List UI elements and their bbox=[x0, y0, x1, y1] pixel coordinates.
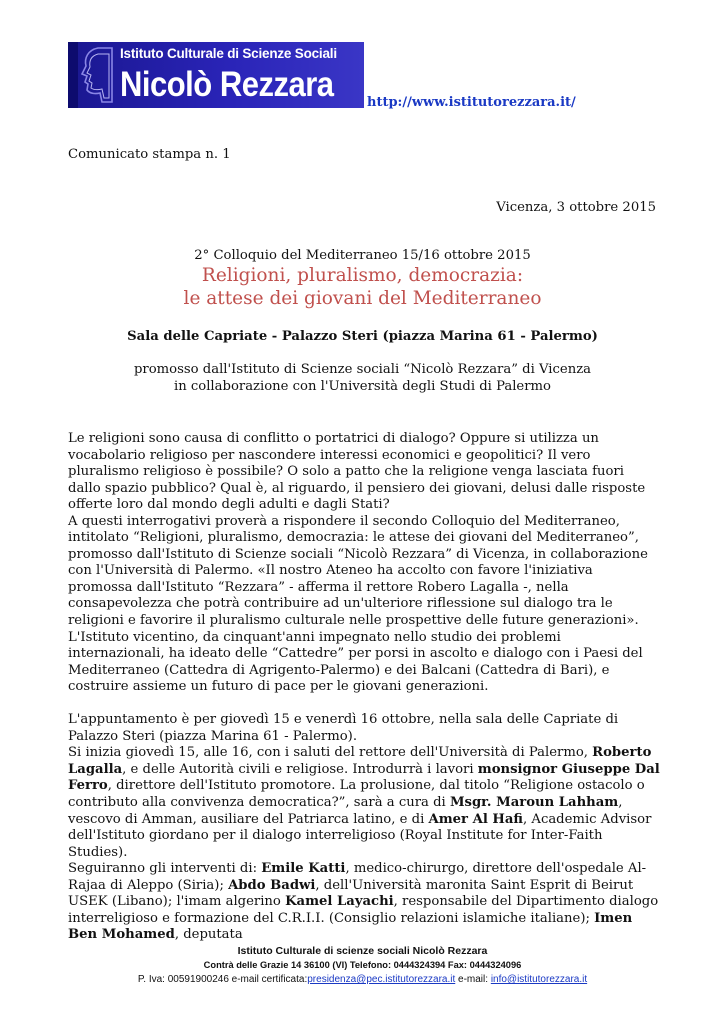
speaker-badwi: Abdo Badwi bbox=[228, 877, 316, 893]
pec-email-link[interactable]: presidenza@pec.istitutorezzara.it bbox=[307, 974, 456, 985]
footer-address: Contrà delle Grazie 14 36100 (VI) Telefono: 0444324394 Fax: 0444324096 bbox=[203, 960, 522, 970]
speaker-lahham: Msgr. Maroun Lahham bbox=[449, 794, 619, 810]
press-release-number: Comunicato stampa n. 1 bbox=[68, 147, 231, 162]
paragraph-schedule: L'appuntamento è per giovedì 15 e venerdì 16 ottobre, nella sala delle Capriate di Palazzo Steri (piazza Marina 61 - Palermo). bbox=[68, 712, 619, 744]
press-release-body bbox=[68, 431, 660, 944]
event-venue: Sala delle Capriate - Palazzo Steri (piazza Marina 61 - Palermo) bbox=[127, 329, 598, 344]
title-line-2: le attese dei giovani del Mediterraneo bbox=[183, 288, 542, 309]
info-email-link[interactable]: info@istitutorezzara.it bbox=[490, 974, 588, 985]
speaker-katti: Emile Katti bbox=[261, 861, 346, 877]
speaker-dal-ferro: monsignor Giuseppe Dal Ferro bbox=[68, 761, 660, 794]
speaker-al-hafi: Amer Al Hafi bbox=[428, 811, 524, 827]
promoted-by-line-2: in collaborazione con l'Università degli Studi di Palermo bbox=[173, 379, 551, 394]
speaker-ben-mohamed: Imen Ben Mohamed bbox=[68, 910, 633, 943]
institute-logo bbox=[68, 42, 364, 108]
paragraph-colloquium: A questi interrogativi proverà a rispondere il secondo Colloquio del Mediterraneo, intitolato “Religioni, pluralismo, democrazia: le attese dei giovani del Mediterraneo”, promosso dall'Istituto di Scienze sociali “Nicolò Rezzara” di Vicenza, in collaborazione con l'Università di Palermo. «Il nostro Ateneo ha accolto con favore l'iniziativa promossa dall'Istituto “Rezzara” - afferma il rettore Robero Lagalla -, nella consapevolezza che potrà contribuire ad un'ulteriore riflessione sul dialogo tra le religioni e favorire il pluralismo culturale nelle prospettive delle future generazioni». bbox=[68, 513, 648, 629]
face-profile-icon bbox=[76, 46, 116, 104]
promoted-by-line-1: promosso dall'Istituto di Scienze sociali “Nicolò Rezzara” di Vicenza bbox=[133, 362, 592, 377]
logo-line-1: Istituto Culturale di Scienze Sociali bbox=[120, 46, 337, 61]
footer-institute-name: Istituto Culturale di scienze sociali Nicolò Rezzara bbox=[237, 945, 488, 957]
paragraph-intro: Le religioni sono causa di conflitto o portatrici di dialogo? Oppure si utilizza un vocabolario religioso per nascondere interessi economici e geopolitici? Il vero pluralismo religioso è possibile? O solo a patto che la religione venga lasciata fuori dallo spazio pubblico? Qual è, al riguardo, il pensiero dei giovani, delusi dalle risposte offerte loro dal mondo degli adulti e dagli Stati? bbox=[68, 431, 646, 513]
paragraph-speakers: Seguiranno gli interventi di: Emile Katti, medico-chirurgo, direttore dell'ospedale Al-Rajaa di Aleppo (Siria); Abdo Badwi, dell'Università maronita Saint Esprit di Beirut USEK (Libano); l'imam algerino Kamel Layachi, responsabile del Dipartimento dialogo interreligioso e formazione del C.R.I.I. (Consiglio relazioni islamiche italiane); Imen Ben Mohamed, deputata bbox=[68, 861, 659, 943]
document-date: Vicenza, 3 ottobre 2015 bbox=[496, 200, 656, 215]
speaker-layachi: Kamel Layachi bbox=[285, 894, 394, 910]
logo-line-2: Nicolò Rezzara bbox=[120, 64, 334, 105]
footer-contacts: P. Iva: 00591900246 e-mail certificata:presidenza@pec.istitutorezzara.it e-mail: info@istitutorezzara.it bbox=[137, 974, 588, 985]
paragraph-institute: L'Istituto vicentino, da cinquant'anni impegnato nello studio dei problemi internazionali, ha ideato delle “Cattedre” per porsi in ascolto e dialogo con i Paesi del Mediterraneo (Cattedra di Agrigento-Palermo) e dei Balcani (Cattedra di Bari), e costruire assieme un futuro di pace per le giovani generazioni. bbox=[68, 629, 643, 695]
speaker-lagalla: Roberto Lagalla bbox=[68, 745, 652, 777]
website-link[interactable]: http://www.istitutorezzara.it/ bbox=[367, 95, 576, 110]
event-subtitle: 2° Colloquio del Mediterraneo 15/16 ottobre 2015 bbox=[194, 248, 531, 263]
title-line-1: Religioni, pluralismo, democrazia: bbox=[201, 265, 524, 286]
paragraph-opening: Si inizia giovedì 15, alle 16, con i saluti del rettore dell'Università di Palermo, Roberto Lagalla, e delle Autorità civili e religiose. Introdurrà i lavori monsignor Giuseppe Dal Ferro, direttore dell'Istituto promotore. La prolusione, dal titolo “Religione ostacolo o contributo alla convivenza democratica?”, sarà a cura di Msgr. Maroun Lahham, vescovo di Amman, ausiliare del Patriarca latino, e di Amer Al Hafi, Academic Advisor dell'Istituto giordano per il dialogo interreligioso (Royal Institute for Inter-Faith Studies). bbox=[68, 745, 660, 860]
